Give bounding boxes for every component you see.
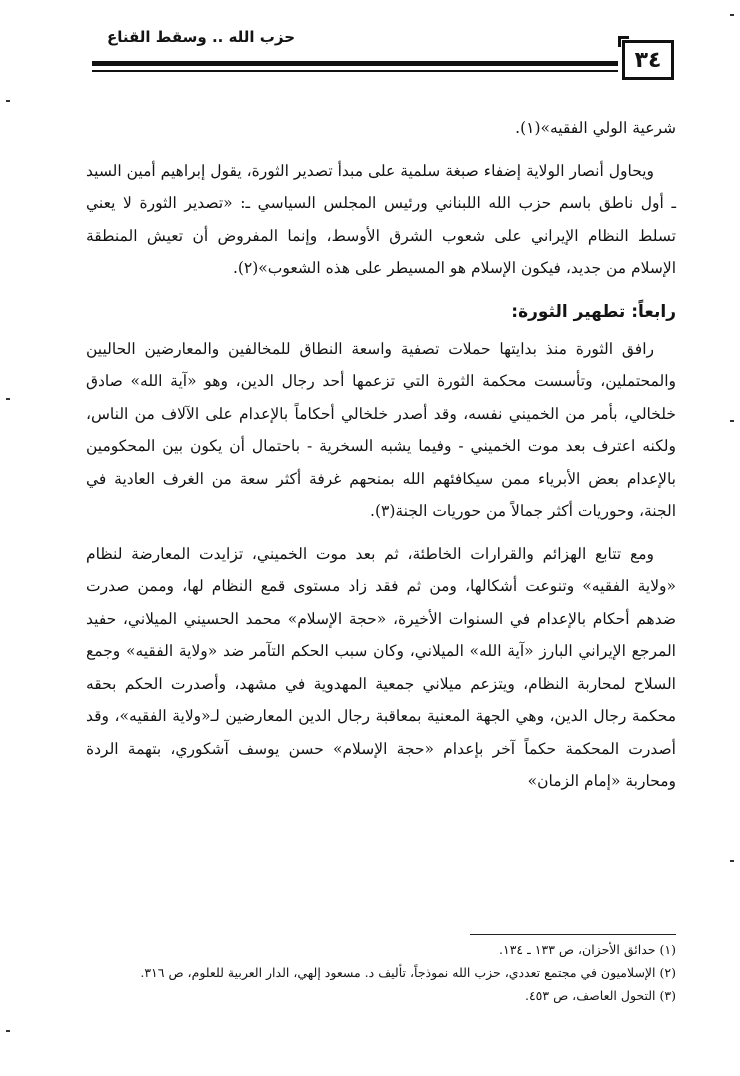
paragraph-3: رافق الثورة منذ بدايتها حملات تصفية واسعة النطاق للمخالفين والمعارضين الحاليين والمحتملين، وتأسست محكمة الثورة التي تزعمها أحد رجال الدين، وهو «آية الله» صادق خلخالي، بأمر من الخميني نفسه، وقد أصدر خلخالي أحكاماً بالإعدام على الآلاف من الناس، ولكنه اعترف بعد موت الخميني - وفيما يشبه السخرية - باحتمال أن يكون بين المحكومين بالإعدام بعض الأبرياء ممن سيكافئهم الله بمنحهم غرفة أكثر سعة من الغرف العادية في الجنة، وحوريات أكثر جمالاً من حوريات الجنة(٣).: [86, 339, 676, 520]
footnotes: [86, 938, 676, 1007]
scan-edge-mark: [730, 420, 734, 422]
scan-edge-mark: [730, 14, 734, 16]
running-title: حزب الله .. وسقط القناع: [107, 28, 295, 46]
scan-edge-mark: [730, 860, 734, 862]
scan-edge-mark: [6, 1030, 10, 1032]
header-rule-thin: [92, 70, 618, 72]
body-text: [86, 112, 676, 808]
footnote-1: (١) حدائق الأحزان، ص ١٣٣ ـ ١٣٤.: [499, 942, 676, 957]
footnote-3: (٣) التحول العاصف، ص ٤٥٣.: [524, 988, 676, 1003]
header-rule-thick: [92, 61, 618, 66]
scan-edge-mark: [6, 100, 10, 102]
page-number: ٣٤: [634, 47, 662, 73]
paragraph-1: شرعية الولي الفقيه»(١).: [515, 119, 676, 137]
paragraph-4: ومع تتابع الهزائم والقرارات الخاطئة، ثم بعد موت الخميني، تزايدت المعارضة لنظام «ولاية الفقيه» وتنوعت أشكالها، ومن ثم فقد زاد مستوى قمع النظام لها، وممن صدرت ضدهم أحكام بالإعدام في السنوات الأخيرة، «حجة الإسلام» محمد الحسيني الميلاني، حفيد المرجع الإيراني البارز «آية الله» الميلاني، وكان سبب الحكم التآمر ضد «ولاية الفقيه» وجمع السلاح لمحاربة النظام، ويتزعم ميلاني جمعية المهدوية في مشهد، وأصدرت الحكم بحقه محكمة رجال الدين، وهي الجهة المعنية بمعاقبة رجال الدين المعارضين لـ«ولاية الفقيه»، وقد أصدرت المحكمة حكماً آخر بإعدام «حجة الإسلام» حسن يوسف آشكوري، بتهمة الردة ومحاربة «إمام الزمان»: [86, 544, 676, 790]
section-heading: رابعاً: تطهير الثورة:: [511, 301, 676, 322]
footnote-2: (٢) الإسلاميون في مجتمع تعددي، حزب الله نموذجاً، تأليف د. مسعود إلهي، الدار العربية للعلوم، ص ٣١٦.: [140, 965, 676, 980]
footnote-rule: [470, 934, 676, 935]
page-number-box: [622, 40, 674, 80]
scan-edge-mark: [6, 398, 10, 400]
paragraph-2: ويحاول أنصار الولاية إضفاء صبغة سلمية على مبدأ تصدير الثورة، يقول إبراهيم أمين السيد ـ أول ناطق باسم حزب الله اللبناني ورئيس المجلس السياسي ـ: «تصدير الثورة لا يعني تسلط النظام الإيراني على شعوب الشرق الأوسط، وإنما المفروض أن تعيش المنطقة الإسلام من جديد، فيكون الإسلام هو المسيطر على هذه الشعوب»(٢).: [86, 161, 676, 277]
